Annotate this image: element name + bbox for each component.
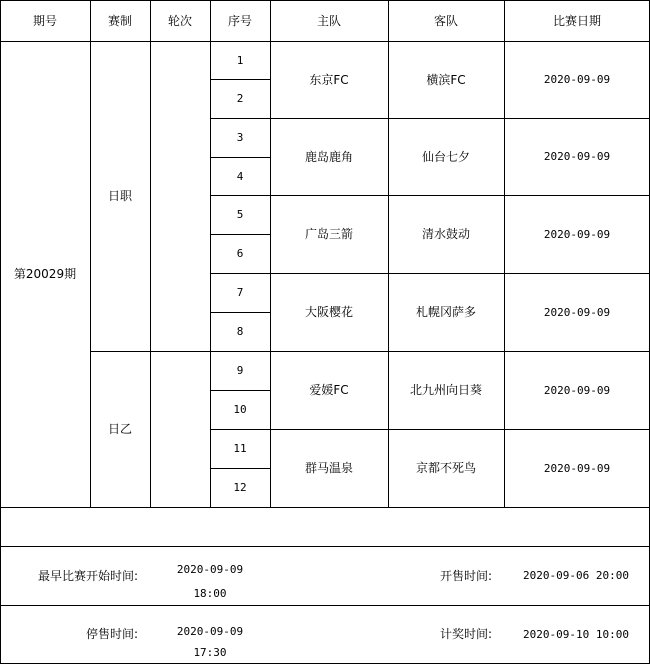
sale-stop-date: 2020-09-09 [176, 624, 244, 638]
division-name: 日职 [107, 189, 132, 203]
earliest-start-label: 最早比赛开始时间: [37, 568, 138, 583]
seq-number: 2 [236, 92, 244, 105]
match-date: 2020-09-09 [543, 150, 611, 163]
sale-start-value: 2020-09-06 20:00 [523, 569, 629, 582]
home-team: 群马温泉 [304, 461, 353, 475]
division-round [150, 41, 210, 351]
home-team: 大阪樱花 [304, 305, 353, 319]
home-team: 广岛三箭 [304, 227, 353, 241]
away-team: 北九州向日葵 [409, 383, 482, 397]
header-date: 比赛日期 [552, 13, 601, 28]
header-period: 期号 [32, 13, 57, 28]
seq-number: 12 [233, 481, 247, 494]
home-team: 鹿岛鹿角 [304, 149, 353, 164]
away-team: 仙台七夕 [421, 149, 470, 164]
draw-time-value: 2020-09-10 10:00 [523, 627, 629, 641]
match-date: 2020-09-09 [543, 305, 611, 319]
seq-number: 3 [236, 131, 244, 144]
match-date: 2020-09-09 [543, 73, 611, 86]
home-team: 东京FC [309, 72, 349, 87]
away-team: 横滨FC [426, 72, 466, 87]
sale-stop-time: 17:30 [193, 645, 227, 659]
earliest-start-date: 2020-09-09 [176, 562, 244, 576]
match-date: 2020-09-09 [543, 227, 611, 241]
seq-number: 11 [233, 442, 247, 455]
draw-time-label: 计奖时间: [439, 627, 492, 641]
seq-number: 6 [236, 247, 244, 260]
sale-start-label: 开售时间: [439, 568, 492, 583]
seq-number: 1 [236, 53, 244, 67]
table-bottom [0, 507, 650, 508]
away-team: 札幌冈萨多 [415, 305, 476, 319]
away-team: 京都不死鸟 [415, 461, 476, 475]
header-seq: 序号 [227, 13, 252, 28]
seq-number: 7 [236, 286, 244, 299]
header-away: 客队 [433, 13, 458, 28]
seq-number: 8 [236, 325, 244, 338]
seq-number: 10 [233, 403, 247, 416]
sale-stop-label: 停售时间: [85, 627, 138, 641]
match-date: 2020-09-09 [543, 461, 611, 475]
header-format: 赛制 [107, 13, 132, 28]
seq-number: 4 [236, 169, 244, 183]
seq-number: 9 [236, 364, 244, 377]
header-home: 主队 [316, 13, 341, 28]
division-name: 日乙 [107, 422, 132, 436]
home-team: 爱媛FC [309, 383, 349, 397]
away-team: 清水鼓动 [421, 227, 470, 241]
match-date: 2020-09-09 [543, 383, 611, 397]
period-cell: 第20029期 [13, 267, 77, 281]
division-round [150, 351, 210, 507]
header-round: 轮次 [167, 13, 192, 28]
seq-number: 5 [236, 208, 244, 221]
earliest-start-time: 18:00 [193, 586, 227, 600]
